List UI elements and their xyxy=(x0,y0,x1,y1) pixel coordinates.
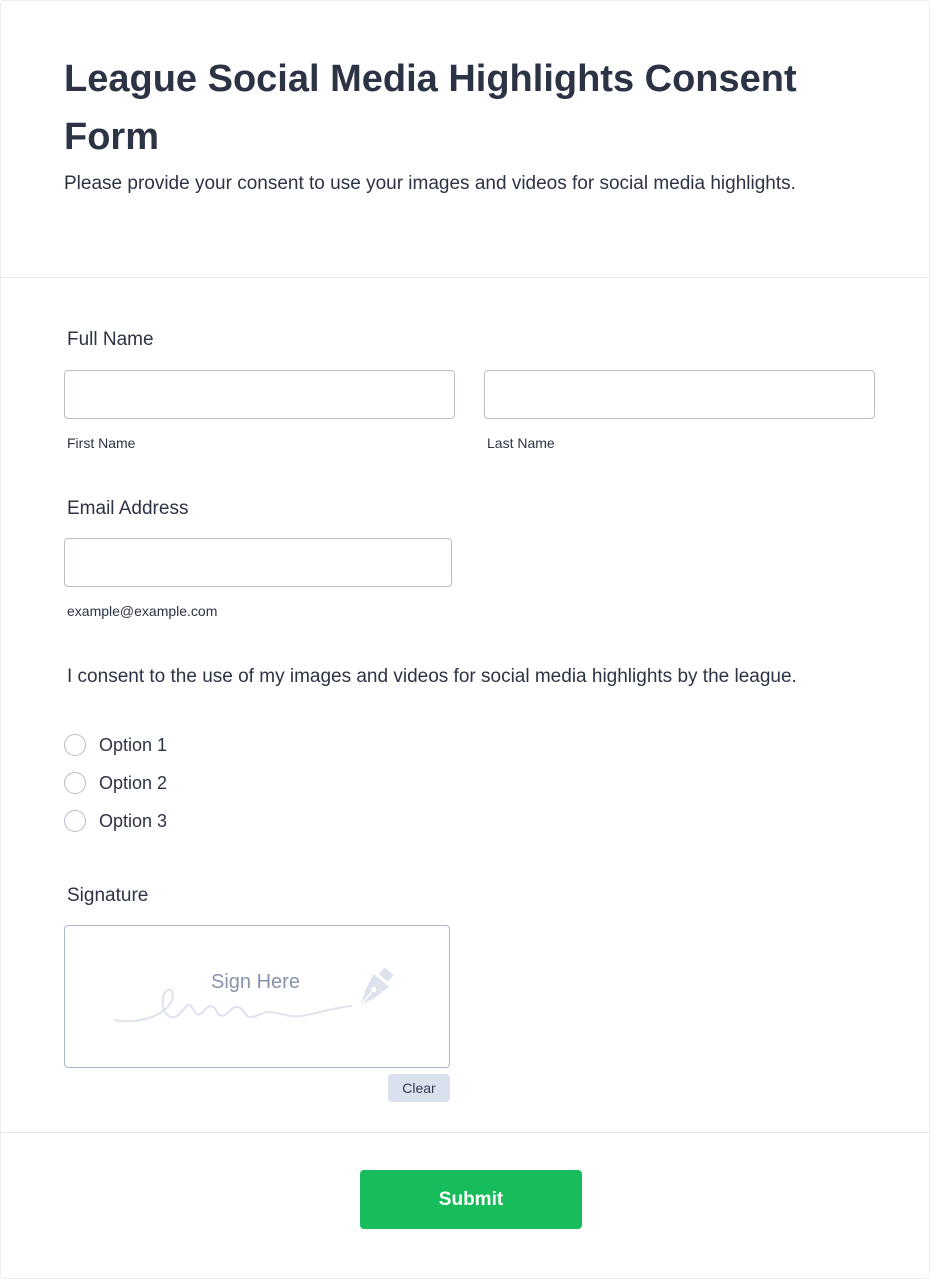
email-sublabel: example@example.com xyxy=(67,603,218,619)
radio-circle[interactable] xyxy=(64,772,86,794)
form-subtitle: Please provide your consent to use your images and videos for social media highlights. xyxy=(64,173,796,194)
radio-circle[interactable] xyxy=(64,810,86,832)
first-name-sublabel: First Name xyxy=(67,435,136,451)
full-name-label: Full Name xyxy=(67,329,154,350)
form-title: League Social Media Highlights Consent Form xyxy=(64,58,797,158)
option-label: Option 3 xyxy=(99,810,168,831)
email-input[interactable] xyxy=(64,538,452,587)
consent-option-1[interactable] xyxy=(64,732,167,758)
radio-circle[interactable] xyxy=(64,734,86,756)
header-divider xyxy=(0,277,930,278)
consent-option-3[interactable] xyxy=(64,808,167,834)
signature-label: Signature xyxy=(67,885,149,906)
last-name-input[interactable] xyxy=(484,370,875,419)
signature-pad[interactable] xyxy=(64,925,450,1068)
consent-option-2[interactable] xyxy=(64,770,167,796)
clear-signature-button[interactable]: Clear xyxy=(388,1074,450,1102)
fountain-pen-icon xyxy=(65,926,449,1067)
form-header xyxy=(64,50,864,199)
footer-divider xyxy=(0,1132,930,1133)
last-name-sublabel: Last Name xyxy=(487,435,555,451)
signature-placeholder: Sign Here xyxy=(211,971,300,993)
email-label: Email Address xyxy=(67,498,189,519)
first-name-input[interactable] xyxy=(64,370,455,419)
option-label: Option 2 xyxy=(99,772,168,793)
submit-button[interactable]: Submit xyxy=(360,1170,582,1229)
consent-question: I consent to the use of my images and videos for social media highlights by the league. xyxy=(67,666,797,687)
option-label: Option 1 xyxy=(99,734,168,755)
